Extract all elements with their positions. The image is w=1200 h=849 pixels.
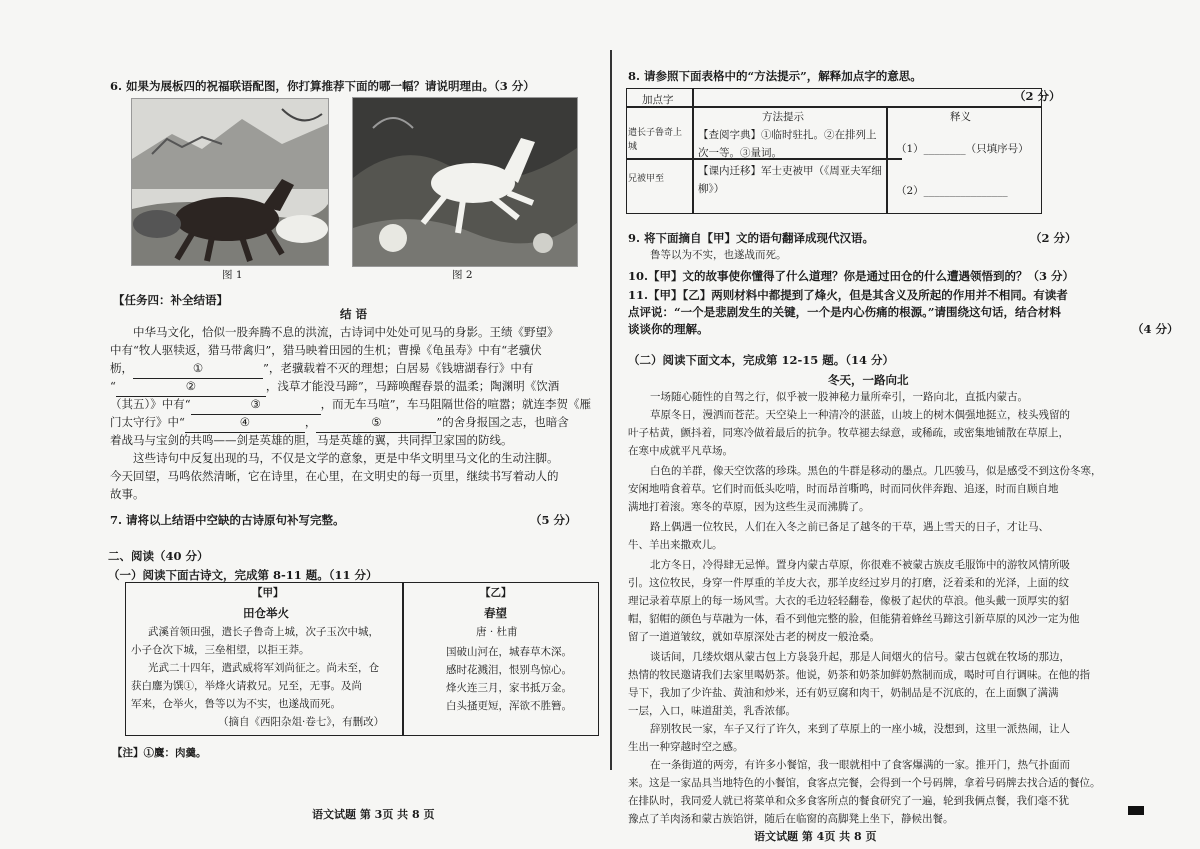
left-page-footer: 语文试题 第 3页 共 8 页 xyxy=(312,808,435,821)
blank-1-label: ① xyxy=(192,361,204,375)
yi-title: 春望 xyxy=(484,606,507,620)
box-divider xyxy=(402,582,404,736)
essay-line-23: 在排队时，我同爱人就已将菜单和众多食客所点的餐食研究了一遍，轮到我俩点餐，我们毫不犹 xyxy=(628,795,1069,807)
jia-line-5: 军来，仓举火，鲁等以为不实，也遂战而死。 xyxy=(131,698,341,710)
figure-2-white-horse xyxy=(352,97,578,267)
figure-2-caption: 图 2 xyxy=(452,269,473,281)
essay-line-19: 辞别牧民一家，车子又行了许久，来到了草原上的一座小城，没想到，这里一派热闹，让人 xyxy=(650,723,1070,735)
table-head-meaning: 释义 xyxy=(950,111,971,123)
conclusion-text: “ xyxy=(110,379,116,393)
essay-line-14: 留了一道道皱纹，就如草原深处古老的树皮一般沧桑。 xyxy=(628,631,880,643)
essay-line-20: 生出一种穿越时空之感。 xyxy=(628,741,744,753)
conclusion-text: 枥， xyxy=(110,361,133,375)
question-11-line-3: 谈谈你的理解。 xyxy=(628,322,709,336)
question-11-line-2: 点评说：“一个是悲剧发生的关键，一个是内心伤痛的根源。”请围绕这句话，结合材料 xyxy=(628,305,1061,319)
question-9-sentence: 鲁等以为不实，也遂战而死。 xyxy=(650,249,787,261)
essay-line-17: 导下，我加了少许盐、黄油和炒米，还有奶豆腐和肉干，奶制品是不沉底的，在上面飘了满满 xyxy=(628,687,1059,699)
essay-line-13: 帽，貂帽的颜色与草融为一体，看不到他完整的脸，但能猜着蜂丝马蹄这引新草原的风沙一定为他 xyxy=(628,613,1080,625)
question-8-score: （2 分） xyxy=(1014,89,1061,103)
yi-line-3: 烽火连三月，家书抵万金。 xyxy=(446,682,572,694)
question-6: 6. 如果为展板四的祝福联语配图，你打算推荐下面的哪一幅？请说明理由。（3 分） xyxy=(110,79,535,93)
question-7-score: （5 分） xyxy=(530,513,577,527)
question-10: 10.【甲】文的故事使你懂得了什么道理？你是通过田仓的什么遭遇领悟到的？（3 分） xyxy=(628,269,1075,283)
jia-line-4: 获白鏖为馔①，举烽火请救兄。兄至，无事。及尚 xyxy=(131,680,362,692)
conclusion-text: ，而无车马喧”，车马阻隔世俗的喧嚣；就连李贺《雁 xyxy=(320,397,592,411)
row2-word: 兄被甲至 xyxy=(628,174,665,184)
row1-answer[interactable]: （1）________（只填序号） xyxy=(896,143,1029,155)
conclusion-text: ”的舍身报国之志，也暗含 xyxy=(436,415,569,429)
essay-line-21: 在一条街道的两旁，有许多小餐馆，我一眼就相中了食客爆满的一家。推开门，热气扑面而 xyxy=(650,759,1070,771)
conclusion-text: ， xyxy=(304,415,317,429)
task-four-heading: 【任务四：补全结语】 xyxy=(113,293,228,307)
question-7: 7. 请将以上结语中空缺的古诗原句补写完整。 xyxy=(110,513,345,527)
essay-title: 冬天，一路向北 xyxy=(828,373,909,387)
question-9: 9. 将下面摘自【甲】文的语句翻译成现代汉语。 xyxy=(628,231,875,245)
section-reading-part-1: （一）阅读下面古诗文，完成第 8-11 题。（11 分） xyxy=(108,568,378,582)
essay-line-7: 满地打着滚。寒冬的草原，因为这些生灵而沸腾了。 xyxy=(628,501,870,513)
corner-mark xyxy=(1128,806,1144,815)
yi-author: 唐 · 杜甫 xyxy=(476,626,518,638)
essay-line-1: 一场随心随性的自驾之行，似乎被一股神秘力量所牵引，一路向北，直抵内蒙古。 xyxy=(650,391,1028,403)
essay-line-9: 牛、羊出来撒欢儿。 xyxy=(628,539,723,551)
essay-line-18: 一层，入口，味道甜美，乳香浓郁。 xyxy=(628,705,796,717)
question-11-score: （4 分） xyxy=(1132,322,1179,336)
blank-4-label: ④ xyxy=(239,415,251,429)
essay-line-22: 来。这是一家品具当地特色的小餐馆，食客点完餐，会得到一个号码牌，拿着号码牌去找合适的餐位。 xyxy=(628,777,1101,789)
question-9-score: （2 分） xyxy=(1030,231,1077,245)
essay-line-24: 豫点了羊肉汤和蒙古族馅饼，随后在临窗的高脚凳上坐下，静候出餐。 xyxy=(628,813,954,825)
jia-line-2: 小子仓次下城，三垒相望，以拒王莽。 xyxy=(131,644,310,656)
blank-5-label: ⑤ xyxy=(371,415,382,429)
conclusion-line-1: 中华马文化，恰似一股奔腾不息的洪流，古诗词中处处可见马的身影。王绩《野望》 xyxy=(133,325,559,339)
figure-1-caption: 图 1 xyxy=(222,269,243,281)
jia-title: 田仓举火 xyxy=(243,606,289,620)
essay-line-6: 安闲地啃食着草。它们时而低头吃啃，时而昂首嘶鸣，时而同伙伴奔跑、追逐，时而自顾自地 xyxy=(628,483,1059,495)
essay-line-12: 理记录着草原上的每一场风雪。大衣的毛边轻轻翻卷，像极了起伏的草浪。他头戴一顶厚实的貂 xyxy=(628,595,1069,607)
conclusion-line-9: 今天回望，马鸣依然清晰，它在诗里，在心里，在文明史的每一页里，继续书写着动人的 xyxy=(110,469,559,483)
essay-line-8: 路上偶遇一位牧民，人们在入冬之前已备足了越冬的干草，遇上雪天的日子，才让马、 xyxy=(650,521,1049,533)
essay-line-16: 热情的牧民邀请我们去家里喝奶茶。他说，奶茶和奶茶加鲜奶熬制而成，喝时可自行调味。在他的指 xyxy=(628,669,1090,681)
section-reading: 二、阅读（40 分） xyxy=(108,549,209,563)
blank-2-label: ② xyxy=(185,379,197,393)
conclusion-line-2: 中有“牧人驱犊返，猎马带禽归”，猎马映着田园的生机；曹操《龟虽寿》中有“老骥伏 xyxy=(110,343,542,357)
table-col-line-2 xyxy=(886,106,888,214)
jia-source: （摘自《西阳杂俎·卷七》，有删改） xyxy=(218,716,385,728)
essay-line-11: 引。这位牧民，身穿一件厚重的羊皮大衣，那羊皮经过岁月的打磨，泛着柔和的光泽，上面的纹 xyxy=(628,577,1069,589)
jia-line-3: 光武二十四年，遣武威将军刘尚征之。尚未至，仓 xyxy=(148,662,379,674)
conclusion-line-7: 着战马与宝剑的共鸣——剑是英雄的胆，马是英雄的翼，共同捍卫家国的防线。 xyxy=(110,433,513,447)
row1-hint: 【查阅字典】①临时驻扎。②在排列上次一等。③量词。 xyxy=(698,129,877,159)
yi-tag: 【乙】 xyxy=(480,587,512,599)
table-head-hint: 方法提示 xyxy=(762,111,804,123)
question-11-line-1: 11.【甲】【乙】两则材料中都提到了烽火，但是其含义及所起的作用并不相同。有读者 xyxy=(628,288,1068,302)
figure-1-horses-great-wall xyxy=(131,98,329,266)
horses-painting-1-icon xyxy=(132,99,328,265)
jia-line-1: 武溪首领田强，遣长子鲁奇上城，次子玉次中城， xyxy=(148,626,379,638)
right-page-footer: 语文试题 第 4页 共 8 页 xyxy=(754,830,877,843)
row2-answer[interactable]: （2）________________ xyxy=(896,185,1008,197)
essay-line-15: 谈话间，几缕炊烟从蒙古包上方袅袅升起，那是人间烟火的信号。蒙古包就在牧场的那边， xyxy=(650,651,1070,663)
conclusion-text: ”，老骥载着不灭的理想；白居易《钱塘湖春行》中有 xyxy=(263,361,534,375)
table-row-line-1 xyxy=(626,106,1042,108)
yi-line-1: 国破山河在，城春草木深。 xyxy=(446,646,572,658)
conclusion-text: （其五）》中有“ xyxy=(110,397,191,411)
conclusion-line-8: 这些诗句中反复出现的马，不仅是文学的意象，更是中华文明里马文化的生动注脚。 xyxy=(133,451,559,465)
essay-line-2: 草原冬日，漫洒而苍茫。天空染上一种清冷的湛蓝，山坡上的树木偶强地挺立，枝头残留的 xyxy=(650,409,1070,421)
jia-tag: 【甲】 xyxy=(252,587,284,599)
conclusion-title: 结 语 xyxy=(340,307,368,321)
right-page xyxy=(612,0,1200,849)
essay-line-3: 叶子枯黄，颤抖着，同寒冷做着最后的抗争。牧草褪去绿意，或稀疏，或密集地铺散在草原上， xyxy=(628,427,1069,439)
horse-painting-2-icon xyxy=(353,98,577,266)
essay-line-4: 在寒中成就平凡草场。 xyxy=(628,445,733,457)
essay-line-5: 白色的羊群，像天空饮落的珍珠。黑色的牛群是移动的墨点。几匹骏马，似是感受不到这份冬寒， xyxy=(650,465,1102,477)
essay-line-10: 北方冬日，冷得肆无忌惮。置身内蒙古草原，你很难不被蒙古族皮毛服饰中的游牧风情所吸 xyxy=(650,559,1070,571)
blank-3-label: ③ xyxy=(250,397,261,411)
question-8: 8. 请参照下面表格中的“方法提示”，解释加点字的意思。 xyxy=(628,69,922,83)
row1-word: 遣长子鲁奇上城 xyxy=(628,128,683,152)
yi-line-2: 感时花溅泪，恨别鸟惊心。 xyxy=(446,664,572,676)
conclusion-text: ，浅草才能没马蹄”，马蹄唤醒春景的温柔；陶渊明《饮酒 xyxy=(265,379,560,393)
conclusion-line-10: 故事。 xyxy=(110,487,145,501)
conclusion-text: 门太守行》中“ xyxy=(110,415,185,429)
yi-line-4: 白头搔更短，浑欲不胜簪。 xyxy=(446,700,572,712)
footnote: 【注】①麌：肉羹。 xyxy=(112,747,207,759)
table-head-word: 加点字 xyxy=(642,94,674,106)
row2-hint: 【课内迁移】军士吏被甲（《周亚夫军细柳》） xyxy=(698,165,882,195)
section-reading-part-2: （二）阅读下面文本，完成第 12-15 题。（14 分） xyxy=(628,353,895,367)
